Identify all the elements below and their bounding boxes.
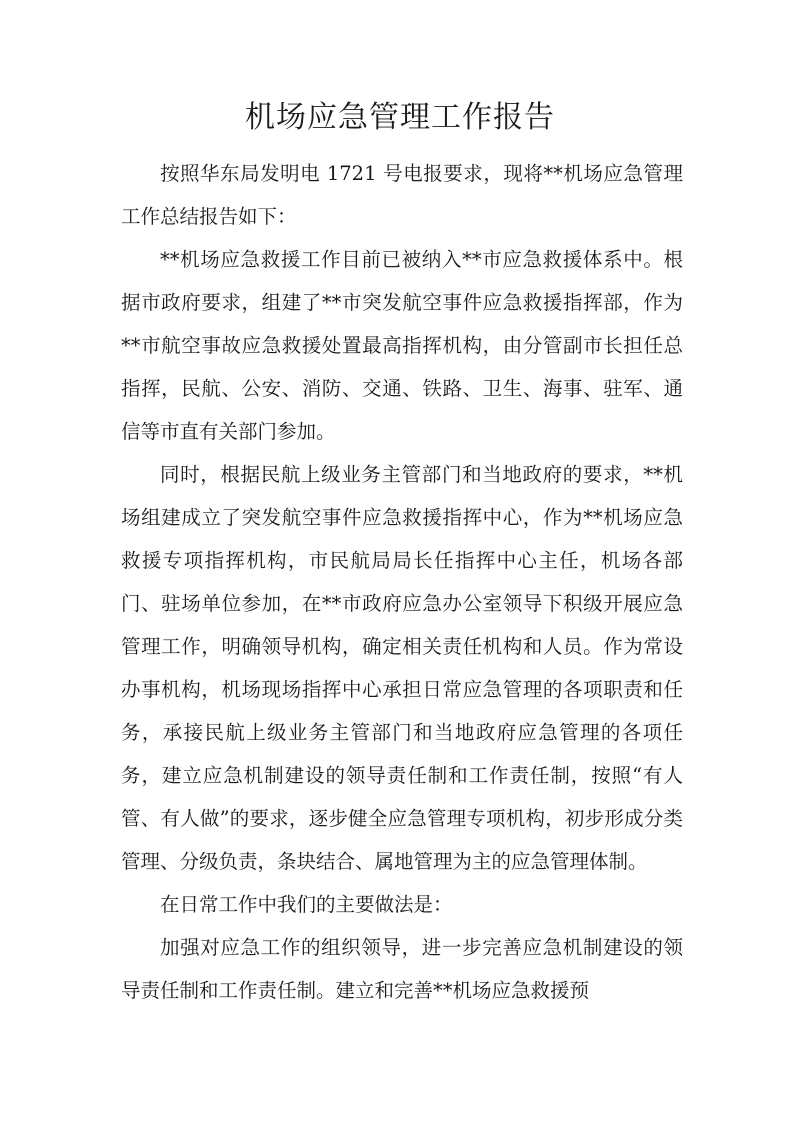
paragraph-airport-center: 同时，根据民航上级业务主管部门和当地政府的要求，**机场组建成立了突发航空事件应急救援指挥中心，作为**机场应急救援专项指挥机构，市民航局局长任指挥中心主任，机场各部门、驻场单位参加，在**市政府应急办公室领导下积级开展应急管理工作，明确领导机构，确定相关责任机构和人员。作为常设办事机构，机场现场指挥中心承担日常应急管理的各项职责和任务，承接民航上级业务主管部门和当地政府应急管理的各项任务，建立应急机制建设的领导责任制和工作责任制，按照“有人管、有人做”的要求，逐步健全应急管理专项机构，初步形成分类管理、分级负责，条块结合、属地管理为主的应急管理体制。 <box>121 463 683 873</box>
paragraph-city-system: **机场应急救援工作目前已被纳入**市应急救援体系中。根据市政府要求，组建了**市突发航空事件应急救援指挥部，作为**市航空事故应急救援处置最高指挥机构，由分管副市长担任总指挥，民航、公安、消防、交通、铁路、卫生、海事、驻军、通信等市直有关部门参加。 <box>121 248 683 443</box>
document-body <box>121 152 683 1012</box>
paragraph-practices-intro: 在日常工作中我们的主要做法是： <box>160 893 453 916</box>
paragraph-intro: 按照华东局发明电 1721 号电报要求，现将**机场应急管理工作总结报告如下： <box>121 162 683 228</box>
document-title: 机场应急管理工作报告 <box>245 100 555 135</box>
paragraph-leadership: 加强对应急工作的组织领导，进一步完善应急机制建设的领导责任制和工作责任制。建立和完善**机场应急救援预 <box>121 936 683 1002</box>
